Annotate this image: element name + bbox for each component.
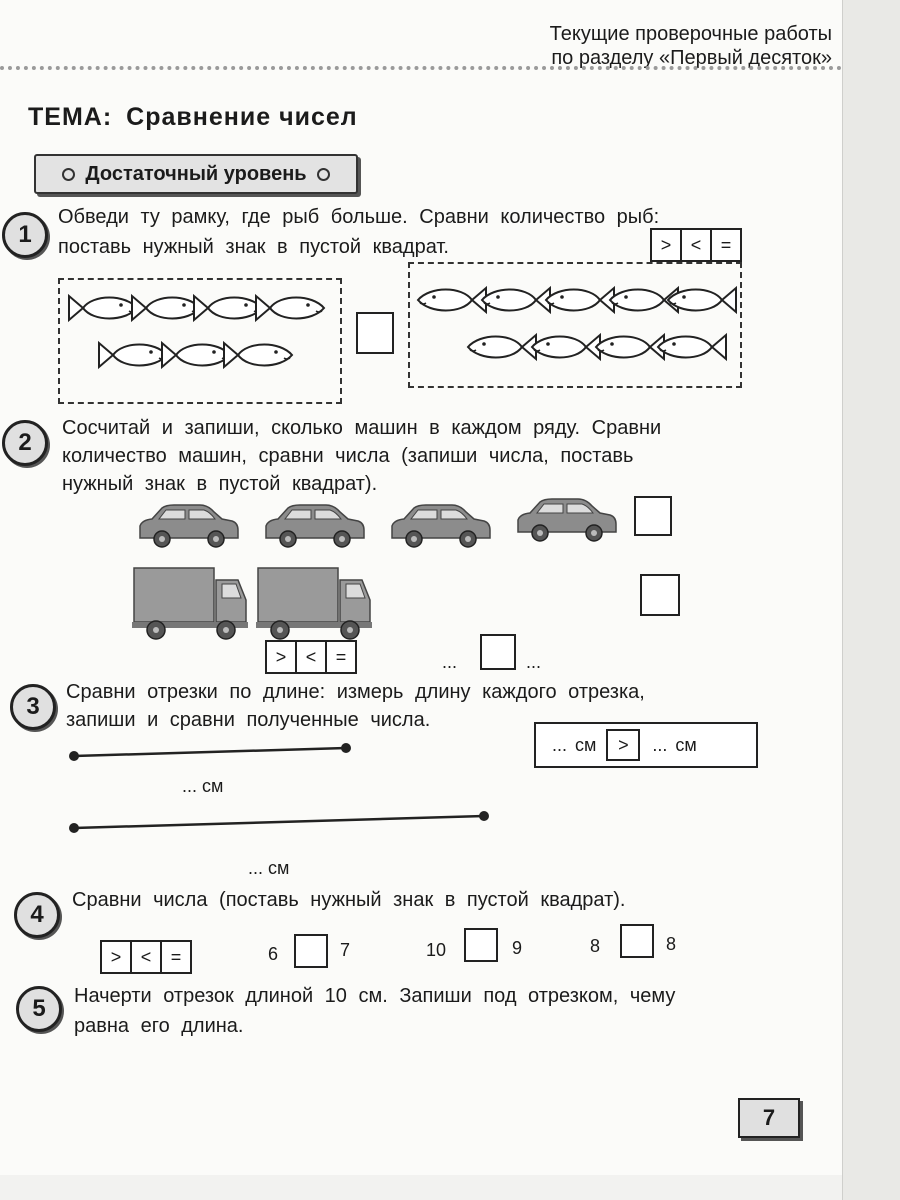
number-blank-left[interactable]: ...	[442, 652, 458, 672]
filled-sign-square[interactable]: >	[606, 729, 640, 761]
task-5-text-line-1: Начерти отрезок длиной 10 см. Запиши под отрезком, чему	[74, 985, 676, 1007]
equal-sign: =	[335, 646, 347, 667]
compare-number: 7	[340, 940, 351, 960]
task-5-text-line-2: равна его длина.	[74, 1015, 244, 1037]
less-sign: <	[682, 230, 712, 260]
segment-2	[69, 811, 489, 833]
compare-number: 6	[268, 944, 279, 964]
header-line-1: Текущие проверочные работы	[549, 23, 832, 45]
level-label: Достаточный уровень	[85, 162, 307, 185]
unit-cm: см	[575, 734, 597, 755]
task-2-text-line-1: Сосчитай и запиши, сколько машин в каждом ряду. Сравни	[62, 417, 662, 439]
task-number: 1	[2, 212, 48, 258]
task-number: 3	[10, 684, 56, 730]
task-number: 2	[2, 420, 48, 466]
segment-1	[69, 743, 351, 761]
task-number: 4	[14, 892, 60, 938]
number-blank-right[interactable]: ...	[526, 652, 542, 672]
less-sign: <	[132, 942, 162, 972]
greater-sign: >	[102, 942, 132, 972]
page-number: 7	[738, 1098, 800, 1138]
greater-sign: >	[267, 642, 297, 672]
sign-choice-box	[100, 940, 192, 974]
segment-1-length[interactable]: ... см	[182, 776, 224, 796]
task-3-text-line-2: запиши и сравни полученные числа.	[66, 709, 431, 731]
task-3-text-line-1: Сравни отрезки по длине: измерь длину каждого отрезка,	[66, 681, 645, 703]
equal-sign: =	[170, 946, 182, 967]
topic-title: Сравнение чисел	[126, 103, 358, 131]
compare-number: 10	[426, 940, 447, 960]
task-2-text-line-3: нужный знак в пустой квадрат).	[62, 473, 378, 495]
compare-square[interactable]	[620, 924, 654, 958]
compare-number: 8	[590, 936, 601, 956]
equal-sign: =	[720, 234, 732, 255]
header-line-2: по разделу «Первый десяток»	[551, 47, 832, 69]
task-1-text-line-1: Обведи ту рамку, где рыб больше. Сравни количество рыб:	[58, 206, 660, 228]
task-number: 5	[16, 986, 62, 1032]
answer-blank-left[interactable]: ...	[552, 734, 568, 755]
task-4-text: Сравни числа (поставь нужный знак в пустой квадрат).	[72, 889, 626, 911]
topic-prefix: ТЕМА:	[28, 103, 113, 131]
greater-sign: >	[652, 230, 682, 260]
compare-square[interactable]	[464, 928, 498, 962]
task-2-text-line-2: количество машин, сравни числа (запиши числа, поставь	[62, 445, 634, 467]
unit-cm: см	[675, 734, 697, 755]
compare-number: 8	[666, 934, 677, 954]
less-sign: <	[297, 642, 327, 672]
compare-square[interactable]	[294, 934, 328, 968]
compare-number: 9	[512, 938, 523, 958]
answer-blank-right[interactable]: ...	[652, 734, 668, 755]
task-1-text-line-2: поставь нужный знак в пустой квадрат.	[58, 236, 449, 258]
segment-2-length[interactable]: ... см	[248, 858, 290, 878]
